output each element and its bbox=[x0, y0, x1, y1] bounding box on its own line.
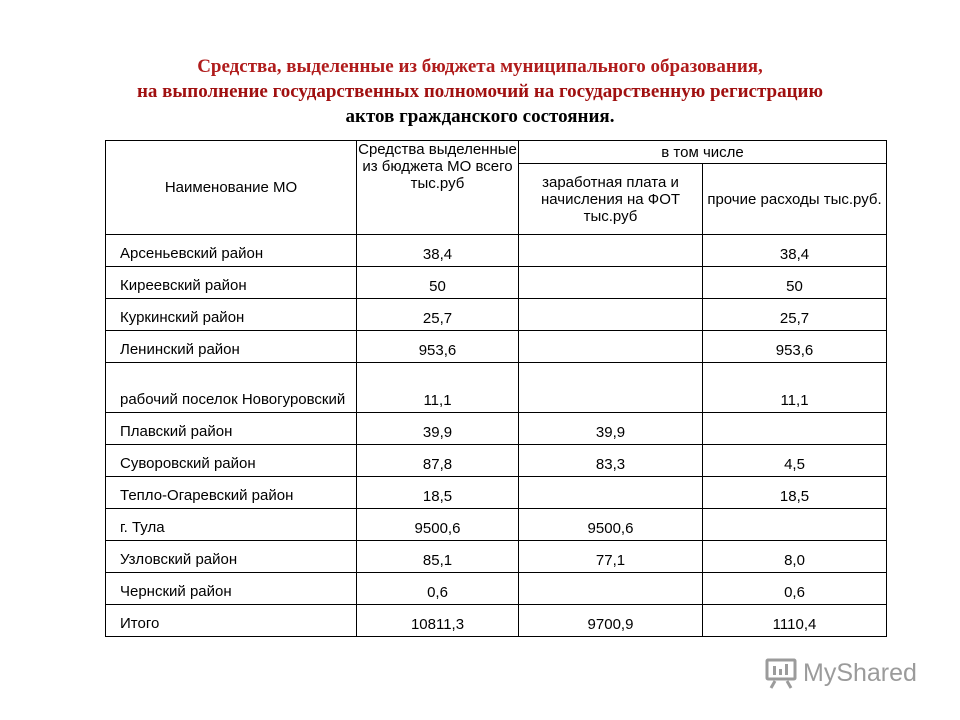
table-row bbox=[106, 445, 887, 477]
cell-total: 25,7 bbox=[357, 299, 519, 331]
cell-mo-name: Суворовский район bbox=[106, 445, 357, 477]
header-wages: заработная плата и начисления на ФОТ тыс.руб bbox=[519, 164, 703, 235]
cell-wages bbox=[519, 363, 703, 413]
header-including: в том числе bbox=[519, 141, 887, 164]
cell-wages bbox=[519, 477, 703, 509]
cell-other: 4,5 bbox=[703, 445, 887, 477]
title-line-1: Средства, выделенные из бюджета муниципального образования, bbox=[197, 56, 763, 77]
cell-wages bbox=[519, 331, 703, 363]
cell-wages bbox=[519, 573, 703, 605]
budget-table bbox=[105, 140, 887, 637]
table-row bbox=[106, 477, 887, 509]
cell-other: 1110,4 bbox=[703, 605, 887, 637]
cell-wages bbox=[519, 235, 703, 267]
cell-mo-name: Ленинский район bbox=[106, 331, 357, 363]
cell-other bbox=[703, 413, 887, 445]
table-row bbox=[106, 331, 887, 363]
cell-other bbox=[703, 509, 887, 541]
presentation-board-icon bbox=[765, 657, 799, 689]
cell-mo-name: Арсеньевский район bbox=[106, 235, 357, 267]
cell-total: 85,1 bbox=[357, 541, 519, 573]
cell-total: 18,5 bbox=[357, 477, 519, 509]
cell-other: 50 bbox=[703, 267, 887, 299]
table-row-total bbox=[106, 605, 887, 637]
cell-mo-name: Узловский район bbox=[106, 541, 357, 573]
table-row bbox=[106, 235, 887, 267]
table-row bbox=[106, 541, 887, 573]
cell-wages: 77,1 bbox=[519, 541, 703, 573]
cell-mo-name: рабочий поселок Новогуровский bbox=[106, 363, 357, 413]
cell-wages bbox=[519, 299, 703, 331]
cell-total: 11,1 bbox=[357, 363, 519, 413]
cell-mo-name: Плавский район bbox=[106, 413, 357, 445]
table-row bbox=[106, 509, 887, 541]
page-title bbox=[60, 54, 900, 129]
cell-total: 38,4 bbox=[357, 235, 519, 267]
title-line-2: на выполнение государственных полномочий на государственную регистрацию bbox=[136, 81, 824, 102]
cell-total: 10811,3 bbox=[357, 605, 519, 637]
cell-mo-name: Тепло-Огаревский район bbox=[106, 477, 357, 509]
cell-wages: 39,9 bbox=[519, 413, 703, 445]
cell-wages: 9700,9 bbox=[519, 605, 703, 637]
cell-mo-name: Итого bbox=[106, 605, 357, 637]
cell-total: 0,6 bbox=[357, 573, 519, 605]
cell-other: 38,4 bbox=[703, 235, 887, 267]
cell-other: 25,7 bbox=[703, 299, 887, 331]
cell-other: 953,6 bbox=[703, 331, 887, 363]
cell-wages: 9500,6 bbox=[519, 509, 703, 541]
table-row bbox=[106, 413, 887, 445]
cell-mo-name: Чернский район bbox=[106, 573, 357, 605]
cell-mo-name: Куркинский район bbox=[106, 299, 357, 331]
table-row bbox=[106, 299, 887, 331]
watermark-text: MyShared bbox=[803, 658, 917, 687]
cell-other: 18,5 bbox=[703, 477, 887, 509]
header-other: прочие расходы тыс.руб. bbox=[703, 164, 887, 235]
cell-total: 39,9 bbox=[357, 413, 519, 445]
header-total: Средства выделенные из бюджета МО всего тыс.руб bbox=[357, 141, 519, 235]
watermark[interactable] bbox=[765, 656, 935, 690]
cell-total: 50 bbox=[357, 267, 519, 299]
cell-mo-name: г. Тула bbox=[106, 509, 357, 541]
cell-wages bbox=[519, 267, 703, 299]
cell-other: 0,6 bbox=[703, 573, 887, 605]
cell-other: 8,0 bbox=[703, 541, 887, 573]
cell-wages: 83,3 bbox=[519, 445, 703, 477]
table-row bbox=[106, 267, 887, 299]
title-line-3: актов гражданского состояния. bbox=[345, 106, 615, 127]
table-row bbox=[106, 573, 887, 605]
table-row bbox=[106, 363, 887, 413]
cell-total: 953,6 bbox=[357, 331, 519, 363]
cell-total: 87,8 bbox=[357, 445, 519, 477]
cell-mo-name: Киреевский район bbox=[106, 267, 357, 299]
cell-total: 9500,6 bbox=[357, 509, 519, 541]
header-mo-name: Наименование МО bbox=[106, 141, 357, 235]
cell-other: 11,1 bbox=[703, 363, 887, 413]
